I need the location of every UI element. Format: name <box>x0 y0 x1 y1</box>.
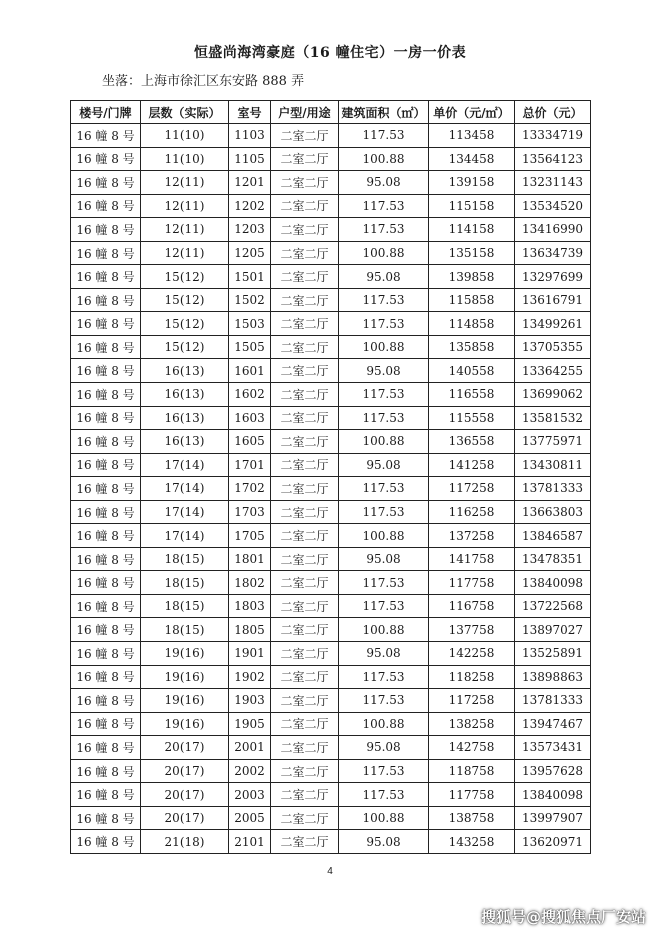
cell-room: 1805 <box>229 618 271 642</box>
cell-room: 2003 <box>229 783 271 807</box>
cell-layout: 二室二厅 <box>271 759 339 783</box>
table-row <box>71 547 591 571</box>
cell-area: 100.88 <box>339 524 429 548</box>
cell-floor: 11(10) <box>141 147 229 171</box>
cell-building: 16 幢 8 号 <box>71 594 141 618</box>
cell-area: 117.53 <box>339 689 429 713</box>
cell-building: 16 幢 8 号 <box>71 500 141 524</box>
table-row <box>71 689 591 713</box>
cell-building: 16 幢 8 号 <box>71 430 141 454</box>
cell-floor: 15(12) <box>141 312 229 336</box>
cell-building: 16 幢 8 号 <box>71 359 141 383</box>
cell-area: 95.08 <box>339 359 429 383</box>
cell-floor: 11(10) <box>141 124 229 148</box>
cell-room: 1602 <box>229 383 271 407</box>
cell-unit-price: 137758 <box>429 618 515 642</box>
cell-area: 100.88 <box>339 806 429 830</box>
cell-building: 16 幢 8 号 <box>71 571 141 595</box>
cell-room: 1202 <box>229 194 271 218</box>
cell-unit-price: 141758 <box>429 547 515 571</box>
cell-area: 100.88 <box>339 241 429 265</box>
cell-building: 16 幢 8 号 <box>71 194 141 218</box>
cell-room: 2005 <box>229 806 271 830</box>
cell-total-price: 13534520 <box>515 194 591 218</box>
cell-total-price: 13499261 <box>515 312 591 336</box>
table-row <box>71 406 591 430</box>
cell-building: 16 幢 8 号 <box>71 547 141 571</box>
cell-area: 117.53 <box>339 218 429 242</box>
cell-room: 2002 <box>229 759 271 783</box>
cell-area: 95.08 <box>339 830 429 854</box>
cell-room: 1905 <box>229 712 271 736</box>
cell-building: 16 幢 8 号 <box>71 830 141 854</box>
cell-total-price: 13897027 <box>515 618 591 642</box>
cell-room: 1505 <box>229 335 271 359</box>
cell-room: 1702 <box>229 477 271 501</box>
cell-total-price: 13947467 <box>515 712 591 736</box>
document-title: 恒盛尚海湾豪庭（16 幢住宅）一房一价表 <box>193 45 467 61</box>
cell-area: 95.08 <box>339 171 429 195</box>
cell-total-price: 13634739 <box>515 241 591 265</box>
table-row <box>71 477 591 501</box>
cell-floor: 15(12) <box>141 288 229 312</box>
cell-room: 1703 <box>229 500 271 524</box>
cell-unit-price: 115158 <box>429 194 515 218</box>
cell-total-price: 13620971 <box>515 830 591 854</box>
cell-total-price: 13840098 <box>515 571 591 595</box>
cell-area: 117.53 <box>339 194 429 218</box>
cell-unit-price: 136558 <box>429 430 515 454</box>
cell-floor: 17(14) <box>141 453 229 477</box>
cell-floor: 20(17) <box>141 783 229 807</box>
cell-layout: 二室二厅 <box>271 830 339 854</box>
cell-floor: 15(12) <box>141 265 229 289</box>
cell-floor: 16(13) <box>141 383 229 407</box>
table-row <box>71 147 591 171</box>
cell-building: 16 幢 8 号 <box>71 524 141 548</box>
cell-area: 117.53 <box>339 571 429 595</box>
cell-building: 16 幢 8 号 <box>71 712 141 736</box>
table-row <box>71 383 591 407</box>
cell-layout: 二室二厅 <box>271 689 339 713</box>
cell-unit-price: 142758 <box>429 736 515 760</box>
cell-layout: 二室二厅 <box>271 265 339 289</box>
cell-unit-price: 140558 <box>429 359 515 383</box>
table-row <box>71 830 591 854</box>
cell-total-price: 13616791 <box>515 288 591 312</box>
cell-floor: 20(17) <box>141 806 229 830</box>
cell-building: 16 幢 8 号 <box>71 477 141 501</box>
cell-area: 117.53 <box>339 477 429 501</box>
cell-building: 16 幢 8 号 <box>71 618 141 642</box>
cell-area: 117.53 <box>339 124 429 148</box>
cell-room: 1901 <box>229 642 271 666</box>
cell-floor: 17(14) <box>141 500 229 524</box>
cell-total-price: 13705355 <box>515 335 591 359</box>
table-row <box>71 524 591 548</box>
cell-floor: 16(13) <box>141 359 229 383</box>
cell-room: 1902 <box>229 665 271 689</box>
cell-unit-price: 115558 <box>429 406 515 430</box>
cell-area: 117.53 <box>339 312 429 336</box>
cell-floor: 12(11) <box>141 218 229 242</box>
cell-room: 1103 <box>229 124 271 148</box>
cell-total-price: 13416990 <box>515 218 591 242</box>
cell-total-price: 13231143 <box>515 171 591 195</box>
cell-total-price: 13478351 <box>515 547 591 571</box>
cell-area: 95.08 <box>339 453 429 477</box>
cell-building: 16 幢 8 号 <box>71 783 141 807</box>
cell-layout: 二室二厅 <box>271 712 339 736</box>
cell-unit-price: 139858 <box>429 265 515 289</box>
cell-total-price: 13297699 <box>515 265 591 289</box>
cell-unit-price: 116558 <box>429 383 515 407</box>
cell-floor: 12(11) <box>141 171 229 195</box>
watermark-text: 搜狐号@搜狐焦点厂安站 <box>480 908 646 926</box>
cell-total-price: 13525891 <box>515 642 591 666</box>
cell-room: 1701 <box>229 453 271 477</box>
cell-layout: 二室二厅 <box>271 359 339 383</box>
table-row <box>71 759 591 783</box>
cell-room: 1605 <box>229 430 271 454</box>
cell-building: 16 幢 8 号 <box>71 147 141 171</box>
cell-room: 2001 <box>229 736 271 760</box>
cell-building: 16 幢 8 号 <box>71 335 141 359</box>
cell-area: 117.53 <box>339 383 429 407</box>
cell-building: 16 幢 8 号 <box>71 383 141 407</box>
cell-layout: 二室二厅 <box>271 194 339 218</box>
table-row <box>71 194 591 218</box>
cell-total-price: 13581532 <box>515 406 591 430</box>
cell-total-price: 13840098 <box>515 783 591 807</box>
cell-layout: 二室二厅 <box>271 453 339 477</box>
cell-total-price: 13781333 <box>515 689 591 713</box>
cell-room: 1501 <box>229 265 271 289</box>
cell-area: 95.08 <box>339 736 429 760</box>
table-row <box>71 453 591 477</box>
cell-layout: 二室二厅 <box>271 147 339 171</box>
table-row <box>71 500 591 524</box>
cell-total-price: 13997907 <box>515 806 591 830</box>
cell-floor: 19(16) <box>141 642 229 666</box>
cell-building: 16 幢 8 号 <box>71 218 141 242</box>
cell-total-price: 13957628 <box>515 759 591 783</box>
cell-unit-price: 118258 <box>429 665 515 689</box>
cell-layout: 二室二厅 <box>271 594 339 618</box>
table-row <box>71 736 591 760</box>
cell-unit-price: 137258 <box>429 524 515 548</box>
cell-total-price: 13334719 <box>515 124 591 148</box>
header-room: 室号 <box>229 101 271 124</box>
table-row <box>71 335 591 359</box>
cell-layout: 二室二厅 <box>271 736 339 760</box>
cell-unit-price: 142258 <box>429 642 515 666</box>
cell-unit-price: 115858 <box>429 288 515 312</box>
cell-floor: 12(11) <box>141 241 229 265</box>
cell-building: 16 幢 8 号 <box>71 171 141 195</box>
cell-unit-price: 134458 <box>429 147 515 171</box>
cell-area: 117.53 <box>339 406 429 430</box>
table-row <box>71 430 591 454</box>
cell-area: 100.88 <box>339 147 429 171</box>
cell-layout: 二室二厅 <box>271 383 339 407</box>
cell-floor: 21(18) <box>141 830 229 854</box>
cell-layout: 二室二厅 <box>271 783 339 807</box>
cell-building: 16 幢 8 号 <box>71 689 141 713</box>
cell-floor: 19(16) <box>141 665 229 689</box>
table-header-row <box>71 101 591 124</box>
cell-layout: 二室二厅 <box>271 312 339 336</box>
cell-room: 1903 <box>229 689 271 713</box>
cell-building: 16 幢 8 号 <box>71 806 141 830</box>
cell-room: 1105 <box>229 147 271 171</box>
table-row <box>71 265 591 289</box>
cell-unit-price: 113458 <box>429 124 515 148</box>
cell-area: 100.88 <box>339 430 429 454</box>
cell-room: 1601 <box>229 359 271 383</box>
cell-floor: 17(14) <box>141 524 229 548</box>
cell-layout: 二室二厅 <box>271 335 339 359</box>
table-row <box>71 124 591 148</box>
cell-area: 100.88 <box>339 335 429 359</box>
cell-total-price: 13663803 <box>515 500 591 524</box>
cell-layout: 二室二厅 <box>271 500 339 524</box>
cell-building: 16 幢 8 号 <box>71 265 141 289</box>
cell-floor: 15(12) <box>141 335 229 359</box>
header-area: 建筑面积（㎡） <box>339 101 429 124</box>
cell-total-price: 13564123 <box>515 147 591 171</box>
cell-building: 16 幢 8 号 <box>71 406 141 430</box>
cell-building: 16 幢 8 号 <box>71 124 141 148</box>
cell-unit-price: 138258 <box>429 712 515 736</box>
table-row <box>71 783 591 807</box>
table-row <box>71 288 591 312</box>
cell-unit-price: 139158 <box>429 171 515 195</box>
cell-area: 117.53 <box>339 665 429 689</box>
cell-room: 1603 <box>229 406 271 430</box>
table-row <box>71 712 591 736</box>
cell-unit-price: 138758 <box>429 806 515 830</box>
table-row <box>71 618 591 642</box>
cell-building: 16 幢 8 号 <box>71 736 141 760</box>
cell-unit-price: 114158 <box>429 218 515 242</box>
cell-total-price: 13775971 <box>515 430 591 454</box>
price-table <box>70 100 591 854</box>
cell-area: 117.53 <box>339 594 429 618</box>
table-row <box>71 218 591 242</box>
property-address: 坐落：上海市徐汇区东安路 888 弄 <box>102 74 305 89</box>
cell-total-price: 13722568 <box>515 594 591 618</box>
cell-building: 16 幢 8 号 <box>71 288 141 312</box>
cell-layout: 二室二厅 <box>271 524 339 548</box>
cell-layout: 二室二厅 <box>271 218 339 242</box>
cell-unit-price: 114858 <box>429 312 515 336</box>
cell-unit-price: 117258 <box>429 477 515 501</box>
cell-floor: 19(16) <box>141 689 229 713</box>
cell-layout: 二室二厅 <box>271 547 339 571</box>
cell-unit-price: 117258 <box>429 689 515 713</box>
cell-floor: 18(15) <box>141 618 229 642</box>
cell-unit-price: 116758 <box>429 594 515 618</box>
table-row <box>71 665 591 689</box>
cell-room: 2101 <box>229 830 271 854</box>
cell-area: 95.08 <box>339 265 429 289</box>
cell-layout: 二室二厅 <box>271 430 339 454</box>
cell-floor: 19(16) <box>141 712 229 736</box>
cell-area: 95.08 <box>339 642 429 666</box>
table-row <box>71 171 591 195</box>
cell-building: 16 幢 8 号 <box>71 241 141 265</box>
table-row <box>71 312 591 336</box>
header-total-price: 总价（元） <box>515 101 591 124</box>
cell-floor: 12(11) <box>141 194 229 218</box>
cell-building: 16 幢 8 号 <box>71 759 141 783</box>
cell-total-price: 13430811 <box>515 453 591 477</box>
cell-area: 117.53 <box>339 500 429 524</box>
cell-total-price: 13846587 <box>515 524 591 548</box>
header-building: 楼号/门牌 <box>71 101 141 124</box>
table-row <box>71 571 591 595</box>
cell-room: 1803 <box>229 594 271 618</box>
table-row <box>71 359 591 383</box>
cell-layout: 二室二厅 <box>271 241 339 265</box>
cell-layout: 二室二厅 <box>271 406 339 430</box>
cell-floor: 18(15) <box>141 547 229 571</box>
cell-building: 16 幢 8 号 <box>71 665 141 689</box>
cell-unit-price: 135158 <box>429 241 515 265</box>
table-row <box>71 594 591 618</box>
header-unit-price: 单价（元/㎡） <box>429 101 515 124</box>
cell-room: 1502 <box>229 288 271 312</box>
cell-total-price: 13364255 <box>515 359 591 383</box>
table-body <box>71 124 591 854</box>
cell-area: 100.88 <box>339 618 429 642</box>
cell-room: 1503 <box>229 312 271 336</box>
cell-floor: 17(14) <box>141 477 229 501</box>
table-row <box>71 241 591 265</box>
cell-unit-price: 117758 <box>429 571 515 595</box>
cell-unit-price: 135858 <box>429 335 515 359</box>
cell-total-price: 13699062 <box>515 383 591 407</box>
page-number: 4 <box>327 866 333 877</box>
cell-unit-price: 116258 <box>429 500 515 524</box>
cell-floor: 16(13) <box>141 430 229 454</box>
cell-layout: 二室二厅 <box>271 288 339 312</box>
cell-total-price: 13781333 <box>515 477 591 501</box>
cell-room: 1203 <box>229 218 271 242</box>
cell-layout: 二室二厅 <box>271 477 339 501</box>
cell-floor: 16(13) <box>141 406 229 430</box>
cell-room: 1201 <box>229 171 271 195</box>
cell-floor: 20(17) <box>141 736 229 760</box>
cell-room: 1205 <box>229 241 271 265</box>
cell-layout: 二室二厅 <box>271 618 339 642</box>
cell-area: 117.53 <box>339 288 429 312</box>
cell-room: 1801 <box>229 547 271 571</box>
cell-floor: 20(17) <box>141 759 229 783</box>
cell-area: 95.08 <box>339 547 429 571</box>
cell-room: 1802 <box>229 571 271 595</box>
cell-layout: 二室二厅 <box>271 806 339 830</box>
cell-total-price: 13573431 <box>515 736 591 760</box>
cell-building: 16 幢 8 号 <box>71 642 141 666</box>
header-layout: 户型/用途 <box>271 101 339 124</box>
cell-layout: 二室二厅 <box>271 571 339 595</box>
cell-layout: 二室二厅 <box>271 171 339 195</box>
cell-floor: 18(15) <box>141 594 229 618</box>
cell-area: 117.53 <box>339 759 429 783</box>
cell-unit-price: 141258 <box>429 453 515 477</box>
cell-room: 1705 <box>229 524 271 548</box>
cell-layout: 二室二厅 <box>271 665 339 689</box>
cell-unit-price: 117758 <box>429 783 515 807</box>
cell-area: 100.88 <box>339 712 429 736</box>
cell-total-price: 13898863 <box>515 665 591 689</box>
header-floor: 层数（实际） <box>141 101 229 124</box>
cell-area: 117.53 <box>339 783 429 807</box>
cell-building: 16 幢 8 号 <box>71 312 141 336</box>
cell-floor: 18(15) <box>141 571 229 595</box>
cell-building: 16 幢 8 号 <box>71 453 141 477</box>
cell-unit-price: 118758 <box>429 759 515 783</box>
table-row <box>71 806 591 830</box>
cell-unit-price: 143258 <box>429 830 515 854</box>
cell-layout: 二室二厅 <box>271 642 339 666</box>
cell-layout: 二室二厅 <box>271 124 339 148</box>
table-row <box>71 642 591 666</box>
